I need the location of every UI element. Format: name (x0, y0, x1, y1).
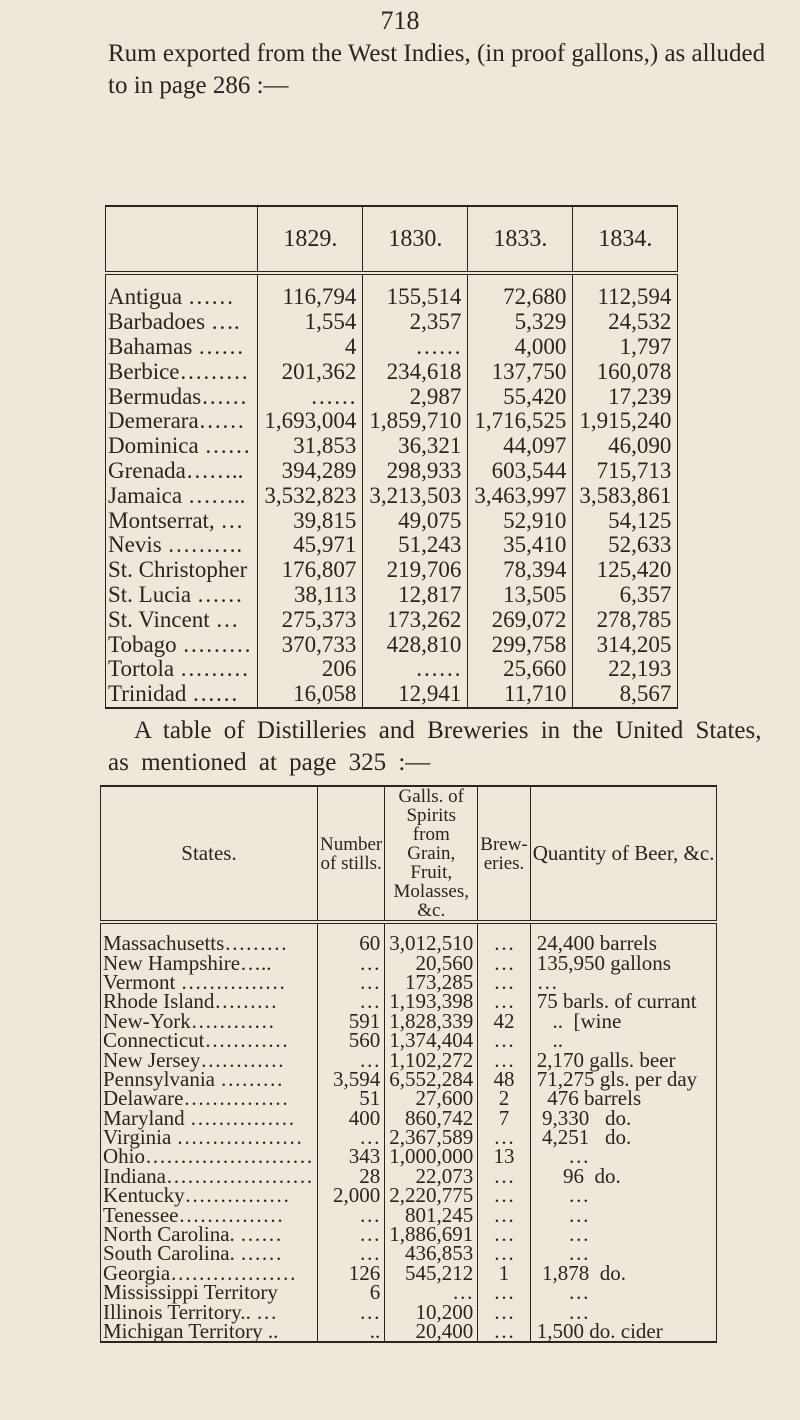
table-cell: 545,212 (385, 1264, 478, 1283)
table-cell: … (478, 1186, 530, 1205)
table-cell: 11,710 (468, 682, 573, 708)
distilleries-table (100, 785, 717, 1343)
table-cell: 1,000,000 (385, 1147, 478, 1166)
table-cell: 476 barrels (530, 1089, 717, 1108)
distilleries-table-caption: A table of Distilleries and Breweries in the United States, as mentioned at page 325 :— (108, 717, 762, 776)
table-cell: 5,329 (468, 310, 573, 335)
table-cell: 1,878 do. (530, 1264, 717, 1283)
row-label: Connecticut………… (101, 1031, 318, 1050)
row-label: Virginia ……………… (101, 1128, 318, 1147)
table-cell: 22,193 (573, 657, 678, 682)
table-cell: … (478, 1167, 530, 1186)
table-cell: 343 (318, 1147, 385, 1166)
table-cell: 1,500 do. cider (530, 1322, 717, 1342)
header-1833: 1833. (468, 206, 573, 273)
header-1830: 1830. (363, 206, 468, 273)
header-breweries: Brew-eries. (478, 786, 530, 922)
table-cell: 9,330 do. (530, 1109, 717, 1128)
table-cell: 7 (478, 1109, 530, 1128)
table-cell: … (530, 1225, 717, 1244)
table-cell: 6 (318, 1283, 385, 1302)
table-cell: 428,810 (363, 632, 468, 657)
row-label: Trinidad …… (106, 682, 258, 708)
table-cell: 46,090 (573, 434, 678, 459)
row-label: Nevis ………. (106, 533, 258, 558)
table-cell: … (318, 973, 385, 992)
table-cell: 27,600 (385, 1089, 478, 1108)
table-cell: 3,463,997 (468, 483, 573, 508)
row-label: Montserrat, … (106, 508, 258, 533)
table-cell: … (530, 1244, 717, 1263)
row-label: New-York………… (101, 1012, 318, 1031)
table-cell: 278,785 (573, 607, 678, 632)
header-colony (106, 206, 258, 273)
table-cell: 42 (478, 1012, 530, 1031)
header-beer: Quantity of Beer, &c. (530, 786, 717, 922)
table-cell: 112,594 (573, 273, 678, 310)
table-cell: .. (530, 1031, 717, 1050)
table-cell: 173,262 (363, 607, 468, 632)
table-cell: 275,373 (258, 607, 363, 632)
row-label: Michigan Territory .. (101, 1322, 318, 1342)
table-cell: … (478, 1244, 530, 1263)
table-row (106, 607, 678, 632)
table-row (106, 483, 678, 508)
table-cell: … (318, 1050, 385, 1069)
row-label: Antigua …… (106, 273, 258, 310)
table-cell: 269,072 (468, 607, 573, 632)
table-cell: … (318, 1205, 385, 1224)
table-cell: 8,567 (573, 682, 678, 708)
row-label: St. Vincent … (106, 607, 258, 632)
table-cell: 2,220,775 (385, 1186, 478, 1205)
row-label: Bermudas…… (106, 384, 258, 409)
table-cell: 54,125 (573, 508, 678, 533)
row-label: Grenada…….. (106, 459, 258, 484)
row-label: South Carolina. …… (101, 1244, 318, 1263)
table-cell: 3,594 (318, 1070, 385, 1089)
table-row (106, 359, 678, 384)
table-cell: 219,706 (363, 558, 468, 583)
table-cell: 603,544 (468, 459, 573, 484)
table-cell: 234,618 (363, 359, 468, 384)
row-label: New Jersey………… (101, 1050, 318, 1069)
table-cell: … (478, 1205, 530, 1224)
table-cell: 52,910 (468, 508, 573, 533)
table-cell: 116,794 (258, 273, 363, 310)
table-cell: … (478, 1322, 530, 1342)
table-cell: … (478, 1302, 530, 1321)
row-label: Illinois Territory.. … (101, 1302, 318, 1321)
row-label: Demerara…… (106, 409, 258, 434)
table-cell: 801,245 (385, 1205, 478, 1224)
table-row (106, 657, 678, 682)
table-cell: 12,941 (363, 682, 468, 708)
table-cell: 314,205 (573, 632, 678, 657)
header-1829: 1829. (258, 206, 363, 273)
table-header-row (106, 206, 678, 273)
table-cell: 400 (318, 1109, 385, 1128)
table-cell: 12,817 (363, 583, 468, 608)
table-row (106, 273, 678, 310)
row-label: Rhode Island……… (101, 992, 318, 1011)
table-cell: … (530, 1186, 717, 1205)
distilleries-table-body (101, 922, 717, 1342)
table-cell: 31,853 (258, 434, 363, 459)
table-cell: … (318, 992, 385, 1011)
row-label: Jamaica …….. (106, 483, 258, 508)
table-cell: 1,374,404 (385, 1031, 478, 1050)
row-label: Barbadoes …. (106, 310, 258, 335)
table-cell: 22,073 (385, 1167, 478, 1186)
row-label: Tortola ……… (106, 657, 258, 682)
table-cell: 125,420 (573, 558, 678, 583)
row-label: Georgia……………… (101, 1264, 318, 1283)
table-cell: 2,367,589 (385, 1128, 478, 1147)
table-cell: 560 (318, 1031, 385, 1050)
table-cell: 44,097 (468, 434, 573, 459)
row-label: Massachusetts……… (101, 922, 318, 953)
page-number: 718 (380, 6, 420, 35)
table-cell: … (318, 1225, 385, 1244)
table-cell: … (478, 1128, 530, 1147)
rum-table-caption: Rum exported from the West Indies, (in proof gallons,) as alluded to in page 286 :— (108, 40, 766, 99)
table-cell: 1,859,710 (363, 409, 468, 434)
header-stills: Number of stills. (318, 786, 385, 922)
table-cell: 1,828,339 (385, 1012, 478, 1031)
table-cell: … (478, 953, 530, 972)
table-cell: 38,113 (258, 583, 363, 608)
table-cell: 394,289 (258, 459, 363, 484)
table-cell: 36,321 (363, 434, 468, 459)
row-label: Maryland …………… (101, 1109, 318, 1128)
row-label: Dominica …… (106, 434, 258, 459)
table-cell: 299,758 (468, 632, 573, 657)
table-cell: 4,000 (468, 335, 573, 360)
table-row (106, 632, 678, 657)
table-cell: 126 (318, 1264, 385, 1283)
table-cell: 72,680 (468, 273, 573, 310)
table-cell: 3,583,861 (573, 483, 678, 508)
table-cell: 160,078 (573, 359, 678, 384)
row-label: New Hampshire….. (101, 953, 318, 972)
table-cell: … (478, 1050, 530, 1069)
table-cell: … (318, 1128, 385, 1147)
table-cell: 1,193,398 (385, 992, 478, 1011)
row-label: Ohio…………………… (101, 1147, 318, 1166)
table-cell: 3,532,823 (258, 483, 363, 508)
table-cell: 2,987 (363, 384, 468, 409)
row-label: Kentucky…………… (101, 1186, 318, 1205)
table-row (106, 459, 678, 484)
table-cell: 1 (478, 1264, 530, 1283)
table-cell: 201,362 (258, 359, 363, 384)
header-spirits: Galls. of Spirits from Grain, Fruit, Molasses, &c. (385, 786, 478, 922)
table-cell: 25,660 (468, 657, 573, 682)
table-cell: … (478, 1225, 530, 1244)
table-cell: 2,170 galls. beer (530, 1050, 717, 1069)
table-cell: 591 (318, 1012, 385, 1031)
table-cell: 24,400 barrels (530, 922, 717, 953)
table-cell: … (530, 1147, 717, 1166)
table-cell: 13,505 (468, 583, 573, 608)
table-cell: 16,058 (258, 682, 363, 708)
table-cell: … (318, 1302, 385, 1321)
table-cell: … (530, 1302, 717, 1321)
row-label: Pennsylvania ……… (101, 1070, 318, 1089)
table-row (106, 384, 678, 409)
table-cell: … (478, 1031, 530, 1050)
table-cell: 137,750 (468, 359, 573, 384)
rum-table-body (106, 273, 678, 708)
table-row (101, 922, 717, 953)
table-cell: 96 do. (530, 1167, 717, 1186)
table-cell: …… (258, 384, 363, 409)
table-cell: 2 (478, 1089, 530, 1108)
table-row (106, 310, 678, 335)
table-cell: 51 (318, 1089, 385, 1108)
row-label: St. Christopher (106, 558, 258, 583)
table-cell: 24,532 (573, 310, 678, 335)
table-cell: 75 barls. of currant (530, 992, 717, 1011)
table-cell: 370,733 (258, 632, 363, 657)
row-label: Vermont …………… (101, 973, 318, 992)
table-cell: 39,815 (258, 508, 363, 533)
table-cell: 173,285 (385, 973, 478, 992)
table-cell: … (478, 1283, 530, 1302)
row-label: North Carolina. …… (101, 1225, 318, 1244)
table-cell: … (318, 1244, 385, 1263)
table-cell: 1,102,272 (385, 1050, 478, 1069)
table-cell: 60 (318, 922, 385, 953)
table-row (106, 682, 678, 708)
row-label: Tenessee…………… (101, 1205, 318, 1224)
table-cell: 1,716,525 (468, 409, 573, 434)
table-cell: .. (318, 1322, 385, 1342)
table-cell: 49,075 (363, 508, 468, 533)
table-cell: … (478, 922, 530, 953)
table-cell: 48 (478, 1070, 530, 1089)
table-cell: 3,213,503 (363, 483, 468, 508)
table-cell: 1,915,240 (573, 409, 678, 434)
row-label: Berbice……… (106, 359, 258, 384)
table-row (106, 409, 678, 434)
table-row (106, 583, 678, 608)
table-cell: 1,693,004 (258, 409, 363, 434)
table-cell: 55,420 (468, 384, 573, 409)
table-row (106, 508, 678, 533)
row-label: Mississippi Territory (101, 1283, 318, 1302)
row-label: Delaware…………… (101, 1089, 318, 1108)
table-cell: … (530, 973, 717, 992)
table-cell: 715,713 (573, 459, 678, 484)
table-cell: 45,971 (258, 533, 363, 558)
table-cell: 51,243 (363, 533, 468, 558)
table-cell: 71,275 gls. per day (530, 1070, 717, 1089)
table-cell: …… (363, 657, 468, 682)
row-label: Tobago ……… (106, 632, 258, 657)
table-cell: 28 (318, 1167, 385, 1186)
table-cell: … (478, 973, 530, 992)
table-cell: 3,012,510 (385, 922, 478, 953)
table-cell: 2,000 (318, 1186, 385, 1205)
table-cell: 1,797 (573, 335, 678, 360)
table-cell: … (478, 992, 530, 1011)
row-label: Indiana………………… (101, 1167, 318, 1186)
table-row (106, 434, 678, 459)
table-cell: 4 (258, 335, 363, 360)
table-cell: 155,514 (363, 273, 468, 310)
table-header-row (101, 786, 717, 922)
table-cell: … (318, 953, 385, 972)
header-1834: 1834. (573, 206, 678, 273)
table-cell: .. [wine (530, 1012, 717, 1031)
table-cell: 20,400 (385, 1322, 478, 1342)
row-label: St. Lucia …… (106, 583, 258, 608)
table-cell: 13 (478, 1147, 530, 1166)
row-label: Bahamas …… (106, 335, 258, 360)
table-cell: 52,633 (573, 533, 678, 558)
rum-exports-table (105, 205, 678, 709)
table-cell: …… (363, 335, 468, 360)
table-cell: 206 (258, 657, 363, 682)
table-cell: 298,933 (363, 459, 468, 484)
table-cell: 2,357 (363, 310, 468, 335)
table-cell: 17,239 (573, 384, 678, 409)
table-row (106, 335, 678, 360)
header-states: States. (101, 786, 318, 922)
table-cell: 6,357 (573, 583, 678, 608)
table-cell: 176,807 (258, 558, 363, 583)
table-cell: 1,554 (258, 310, 363, 335)
table-cell: … (530, 1283, 717, 1302)
table-cell: 135,950 gallons (530, 953, 717, 972)
table-cell: 1,886,691 (385, 1225, 478, 1244)
table-cell: 436,853 (385, 1244, 478, 1263)
table-cell: 35,410 (468, 533, 573, 558)
table-cell: 4,251 do. (530, 1128, 717, 1147)
table-cell: … (530, 1205, 717, 1224)
table-row (106, 533, 678, 558)
table-row (106, 558, 678, 583)
table-cell: 10,200 (385, 1302, 478, 1321)
table-cell: 6,552,284 (385, 1070, 478, 1089)
table-cell: 78,394 (468, 558, 573, 583)
table-cell: … (385, 1283, 478, 1302)
table-cell: 20,560 (385, 953, 478, 972)
table-cell: 860,742 (385, 1109, 478, 1128)
table-row (101, 1322, 717, 1342)
